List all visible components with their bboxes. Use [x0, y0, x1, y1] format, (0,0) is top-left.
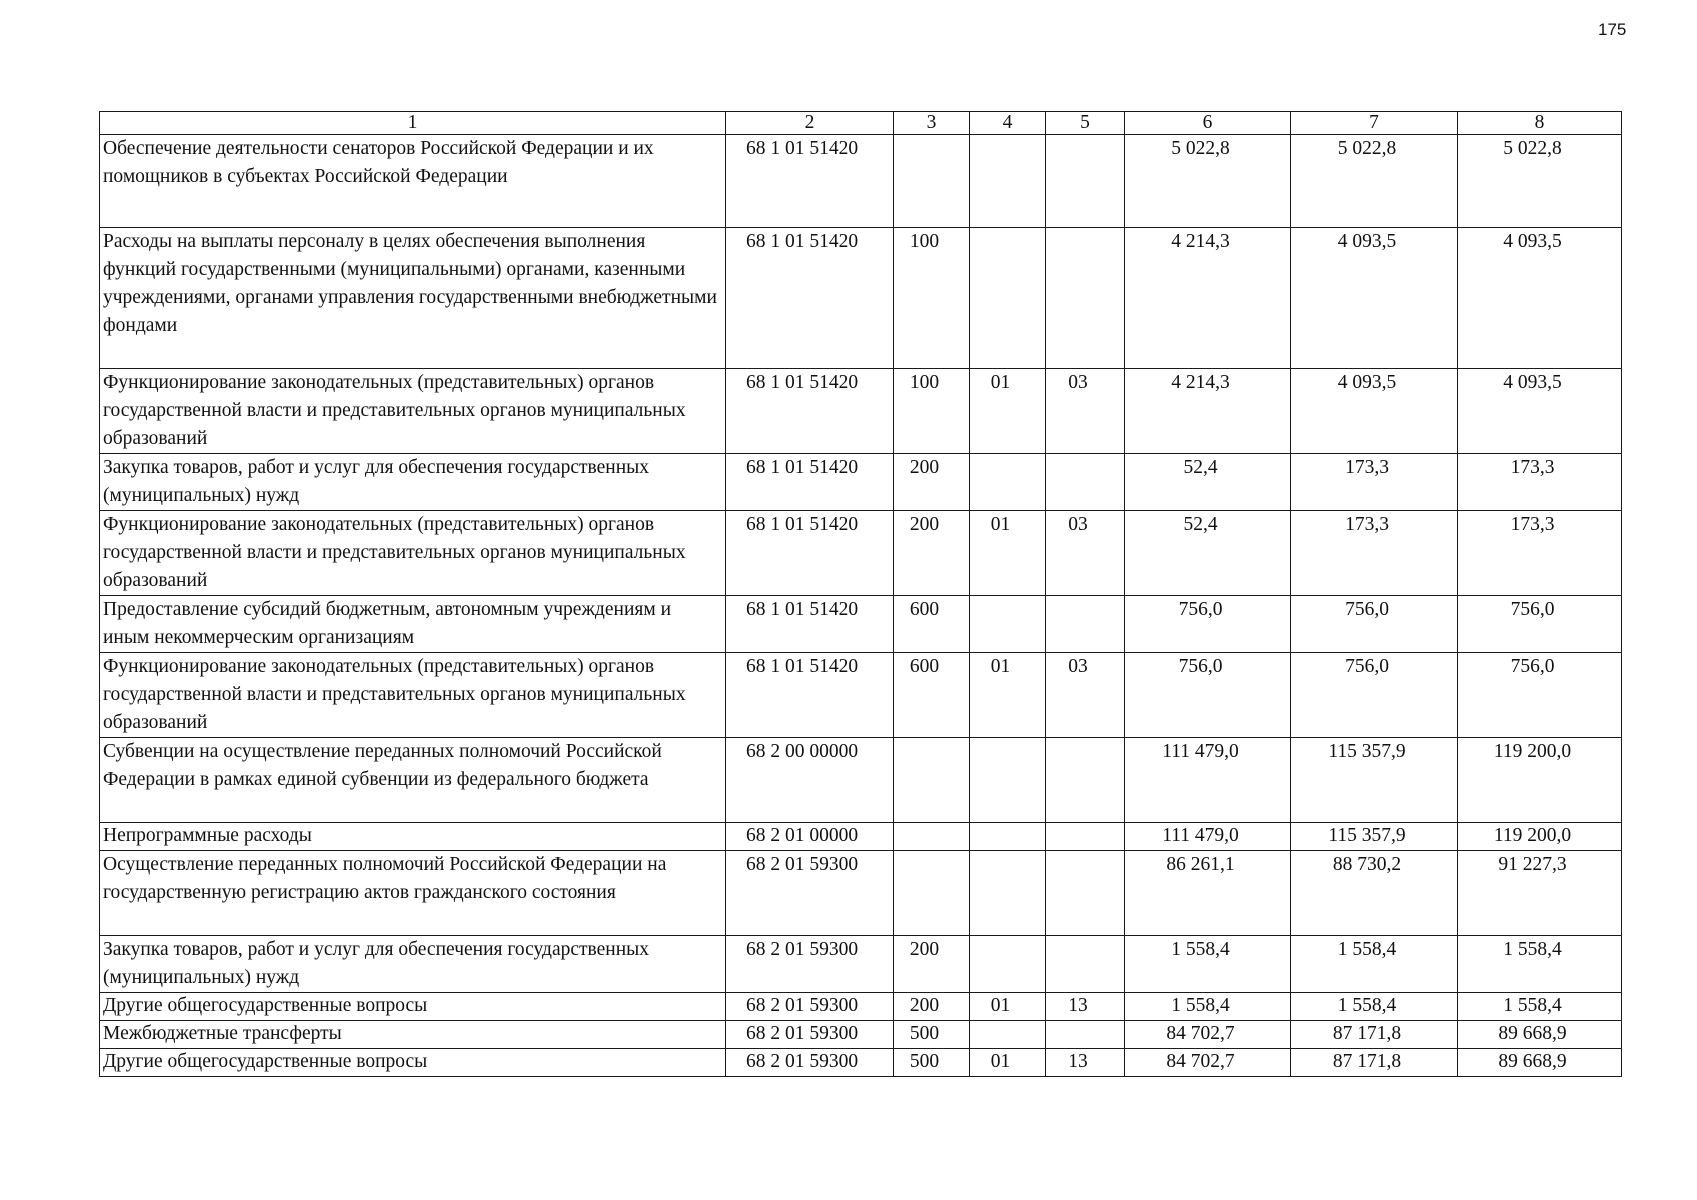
section-cell: 01: [970, 369, 1046, 454]
amount-col7-cell: 756,0: [1291, 653, 1458, 738]
section-cell: [970, 135, 1046, 228]
expense-type-cell: 600: [894, 596, 970, 653]
amount-col8-cell: 4 093,5: [1458, 228, 1622, 369]
table-row: [100, 511, 1622, 596]
amount-col7-cell: 173,3: [1291, 454, 1458, 511]
expense-type-cell: 500: [894, 1049, 970, 1077]
row-name-cell: Субвенции на осуществление переданных полномочий Российской Федерации в рамках единой субвенции из федерального бюджета: [100, 738, 726, 823]
subsection-cell: [1046, 851, 1125, 936]
subsection-cell: 03: [1046, 369, 1125, 454]
amount-col8-cell: 5 022,8: [1458, 135, 1622, 228]
table-row: [100, 851, 1622, 936]
amount-col8-cell: 173,3: [1458, 511, 1622, 596]
subsection-cell: 03: [1046, 511, 1125, 596]
amount-col8-cell: 89 668,9: [1458, 1049, 1622, 1077]
subsection-cell: 13: [1046, 993, 1125, 1021]
row-name-cell: Обеспечение деятельности сенаторов Российской Федерации и их помощников в субъектах Российской Федерации: [100, 135, 726, 228]
amount-col7-cell: 756,0: [1291, 596, 1458, 653]
amount-col6-cell: 4 214,3: [1125, 369, 1291, 454]
table-row: [100, 993, 1622, 1021]
row-name-cell: Функционирование законодательных (представительных) органов государственной власти и представительных органов муниципальных образований: [100, 511, 726, 596]
section-cell: [970, 738, 1046, 823]
page-number: 175: [1598, 20, 1627, 39]
subsection-cell: 03: [1046, 653, 1125, 738]
header-cell: 4: [970, 112, 1046, 135]
header-cell: 3: [894, 112, 970, 135]
header-cell: 5: [1046, 112, 1125, 135]
amount-col7-cell: 87 171,8: [1291, 1049, 1458, 1077]
expense-type-cell: [894, 738, 970, 823]
section-cell: 01: [970, 511, 1046, 596]
expense-type-cell: 200: [894, 454, 970, 511]
section-cell: [970, 596, 1046, 653]
table-row: [100, 1049, 1622, 1077]
amount-col8-cell: 1 558,4: [1458, 993, 1622, 1021]
section-cell: 01: [970, 653, 1046, 738]
header-cell: 6: [1125, 112, 1291, 135]
amount-col7-cell: 1 558,4: [1291, 993, 1458, 1021]
header-row: [100, 112, 1622, 135]
row-name-cell: Расходы на выплаты персоналу в целях обеспечения выполнения функций государственными (муниципальными) органами, казенными учреждениями, органами управления государственными внебюджетными фондами: [100, 228, 726, 369]
expense-type-cell: 200: [894, 511, 970, 596]
header-cell: 7: [1291, 112, 1458, 135]
expense-type-cell: 600: [894, 653, 970, 738]
table-row: [100, 596, 1622, 653]
amount-col7-cell: 88 730,2: [1291, 851, 1458, 936]
target-code-cell: 68 2 01 59300: [726, 936, 894, 993]
target-code-cell: 68 2 00 00000: [726, 738, 894, 823]
section-cell: [970, 454, 1046, 511]
amount-col7-cell: 173,3: [1291, 511, 1458, 596]
table-row: [100, 135, 1622, 228]
expense-type-cell: 100: [894, 228, 970, 369]
amount-col7-cell: 1 558,4: [1291, 936, 1458, 993]
subsection-cell: [1046, 936, 1125, 993]
row-name-cell: Закупка товаров, работ и услуг для обеспечения государственных (муниципальных) нужд: [100, 936, 726, 993]
amount-col7-cell: 5 022,8: [1291, 135, 1458, 228]
amount-col6-cell: 1 558,4: [1125, 936, 1291, 993]
expense-type-cell: 100: [894, 369, 970, 454]
target-code-cell: 68 2 01 59300: [726, 993, 894, 1021]
row-name-cell: Другие общегосударственные вопросы: [100, 993, 726, 1021]
expense-type-cell: 200: [894, 993, 970, 1021]
target-code-cell: 68 1 01 51420: [726, 228, 894, 369]
amount-col7-cell: 115 357,9: [1291, 823, 1458, 851]
row-name-cell: Непрограммные расходы: [100, 823, 726, 851]
expense-type-cell: [894, 851, 970, 936]
expense-type-cell: 200: [894, 936, 970, 993]
target-code-cell: 68 1 01 51420: [726, 653, 894, 738]
subsection-cell: [1046, 1021, 1125, 1049]
row-name-cell: Закупка товаров, работ и услуг для обеспечения государственных (муниципальных) нужд: [100, 454, 726, 511]
amount-col6-cell: 1 558,4: [1125, 993, 1291, 1021]
section-cell: 01: [970, 1049, 1046, 1077]
amount-col8-cell: 119 200,0: [1458, 738, 1622, 823]
amount-col6-cell: 52,4: [1125, 454, 1291, 511]
table-row: [100, 369, 1622, 454]
row-name-cell: Другие общегосударственные вопросы: [100, 1049, 726, 1077]
table-row: [100, 936, 1622, 993]
header-cell: 2: [726, 112, 894, 135]
table-row: [100, 1021, 1622, 1049]
amount-col7-cell: 4 093,5: [1291, 228, 1458, 369]
expense-type-cell: 500: [894, 1021, 970, 1049]
amount-col8-cell: 1 558,4: [1458, 936, 1622, 993]
amount-col7-cell: 87 171,8: [1291, 1021, 1458, 1049]
row-name-cell: Функционирование законодательных (представительных) органов государственной власти и представительных органов муниципальных образований: [100, 369, 726, 454]
amount-col7-cell: 115 357,9: [1291, 738, 1458, 823]
target-code-cell: 68 2 01 59300: [726, 851, 894, 936]
section-cell: [970, 851, 1046, 936]
subsection-cell: 13: [1046, 1049, 1125, 1077]
amount-col8-cell: 91 227,3: [1458, 851, 1622, 936]
target-code-cell: 68 1 01 51420: [726, 135, 894, 228]
amount-col8-cell: 756,0: [1458, 653, 1622, 738]
header-cell: 8: [1458, 112, 1622, 135]
target-code-cell: 68 1 01 51420: [726, 369, 894, 454]
table-row: [100, 454, 1622, 511]
amount-col6-cell: 111 479,0: [1125, 738, 1291, 823]
target-code-cell: 68 2 01 59300: [726, 1021, 894, 1049]
subsection-cell: [1046, 454, 1125, 511]
amount-col8-cell: 89 668,9: [1458, 1021, 1622, 1049]
table-row: [100, 738, 1622, 823]
amount-col8-cell: 119 200,0: [1458, 823, 1622, 851]
amount-col8-cell: 173,3: [1458, 454, 1622, 511]
amount-col8-cell: 756,0: [1458, 596, 1622, 653]
header-cell: 1: [100, 112, 726, 135]
row-name-cell: Межбюджетные трансферты: [100, 1021, 726, 1049]
table-row: [100, 823, 1622, 851]
budget-table: [99, 111, 1622, 1077]
subsection-cell: [1046, 823, 1125, 851]
amount-col6-cell: 4 214,3: [1125, 228, 1291, 369]
amount-col7-cell: 4 093,5: [1291, 369, 1458, 454]
amount-col6-cell: 86 261,1: [1125, 851, 1291, 936]
subsection-cell: [1046, 596, 1125, 653]
section-cell: [970, 936, 1046, 993]
subsection-cell: [1046, 228, 1125, 369]
amount-col6-cell: 84 702,7: [1125, 1021, 1291, 1049]
section-cell: 01: [970, 993, 1046, 1021]
amount-col6-cell: 5 022,8: [1125, 135, 1291, 228]
target-code-cell: 68 1 01 51420: [726, 596, 894, 653]
subsection-cell: [1046, 738, 1125, 823]
amount-col6-cell: 756,0: [1125, 596, 1291, 653]
amount-col6-cell: 52,4: [1125, 511, 1291, 596]
row-name-cell: Функционирование законодательных (представительных) органов государственной власти и представительных органов муниципальных образований: [100, 653, 726, 738]
amount-col6-cell: 756,0: [1125, 653, 1291, 738]
section-cell: [970, 823, 1046, 851]
target-code-cell: 68 2 01 00000: [726, 823, 894, 851]
target-code-cell: 68 1 01 51420: [726, 454, 894, 511]
table-row: [100, 653, 1622, 738]
target-code-cell: 68 1 01 51420: [726, 511, 894, 596]
table-row: [100, 228, 1622, 369]
amount-col6-cell: 84 702,7: [1125, 1049, 1291, 1077]
section-cell: [970, 1021, 1046, 1049]
expense-type-cell: [894, 823, 970, 851]
target-code-cell: 68 2 01 59300: [726, 1049, 894, 1077]
amount-col8-cell: 4 093,5: [1458, 369, 1622, 454]
subsection-cell: [1046, 135, 1125, 228]
row-name-cell: Предоставление субсидий бюджетным, автономным учреждениям и иным некоммерческим организациям: [100, 596, 726, 653]
row-name-cell: Осуществление переданных полномочий Российской Федерации на государственную регистрацию актов гражданского состояния: [100, 851, 726, 936]
amount-col6-cell: 111 479,0: [1125, 823, 1291, 851]
expense-type-cell: [894, 135, 970, 228]
section-cell: [970, 228, 1046, 369]
